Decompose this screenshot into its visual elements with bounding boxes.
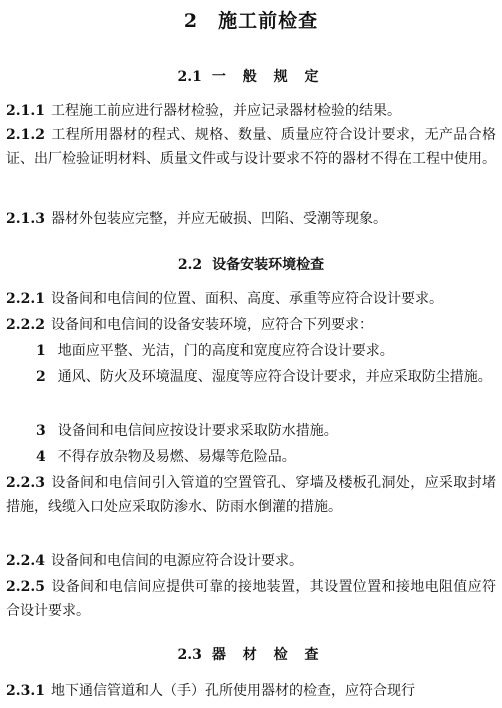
clause-number: 2.3.1 (6, 683, 45, 699)
clause-2-1-1 (6, 100, 496, 124)
clause-2-3-1 (6, 680, 496, 704)
item-number: 2 (36, 369, 46, 385)
clause-2-2-2-item-3 (36, 420, 496, 444)
clause-text: 设备间和电信间引入管道的空置管孔、穿墙及楼板孔洞处，应采取封堵措施，线缆入口处应采取防渗水、防雨水倒灌的措施。 (6, 475, 496, 515)
clause-2-2-2-item-4 (36, 446, 496, 470)
item-text: 地面应平整、光洁，门的高度和宽度应符合设计要求。 (57, 343, 394, 359)
section-title: 器 材 检 查 (211, 647, 325, 663)
clause-number: 2.2.1 (6, 291, 45, 307)
clause-number: 2.2.4 (6, 553, 45, 569)
clause-2-2-5 (6, 576, 496, 623)
clause-2-1-2 (6, 124, 496, 171)
clause-number: 2.1.2 (6, 127, 45, 143)
section-heading-2-3 (0, 644, 502, 664)
clause-text: 设备间和电信间的设备安装环境，应符合下列要求： (50, 317, 373, 333)
section-title: 一 般 规 定 (211, 69, 325, 85)
clause-text: 地下通信管道和人（手）孔所使用器材的检查，应符合现行 (50, 683, 415, 699)
section-number: 2.1 (177, 69, 202, 85)
item-text: 设备间和电信间应按设计要求采取防水措施。 (57, 423, 338, 439)
clause-2-2-4 (6, 550, 496, 574)
item-text: 不得存放杂物及易燃、易爆等危险品。 (57, 449, 296, 465)
clause-number: 2.1.3 (6, 211, 45, 227)
clause-text: 器材外包装应完整，并应无破损、凹陷、受潮等现象。 (50, 211, 387, 227)
section-title: 设备安装环境检查 (212, 257, 325, 273)
section-number: 2.3 (177, 647, 202, 663)
clause-2-1-3 (6, 208, 496, 232)
clause-2-2-1 (6, 288, 496, 312)
item-number: 1 (36, 343, 46, 359)
chapter-title: 2 施工前检查 (183, 10, 319, 32)
clause-2-2-2-item-1 (36, 340, 496, 364)
section-number: 2.2 (177, 257, 203, 273)
clause-number: 2.2.3 (6, 475, 45, 491)
clause-text: 设备间和电信间的电源应符合设计要求。 (50, 553, 303, 569)
item-number: 3 (36, 423, 46, 439)
clause-text: 工程施工前应进行器材检验，并应记录器材检验的结果。 (50, 103, 401, 119)
clause-text: 设备间和电信间应提供可靠的接地装置，其设置位置和接地电阻值应符合设计要求。 (6, 579, 496, 619)
section-heading-2-1 (0, 66, 502, 86)
clause-2-2-2-item-2 (6, 366, 496, 390)
item-text: 通风、防火及环境温度、湿度等应符合设计要求，并应采取防尘措施。 (57, 369, 492, 385)
clause-text: 工程所用器材的程式、规格、数量、质量应符合设计要求，无产品合格证、出厂检验证明材料、质量文件或与设计要求不符的器材不得在工程中使用。 (6, 127, 496, 167)
clause-text: 设备间和电信间的位置、面积、高度、承重等应符合设计要求。 (50, 291, 443, 307)
clause-number: 2.2.2 (6, 317, 45, 333)
clause-2-2-2 (6, 314, 496, 338)
section-heading-2-2 (0, 254, 502, 274)
clause-number: 2.1.1 (6, 103, 45, 119)
clause-2-2-3 (6, 472, 496, 519)
clause-number: 2.2.5 (6, 579, 45, 595)
item-number: 4 (36, 449, 46, 465)
